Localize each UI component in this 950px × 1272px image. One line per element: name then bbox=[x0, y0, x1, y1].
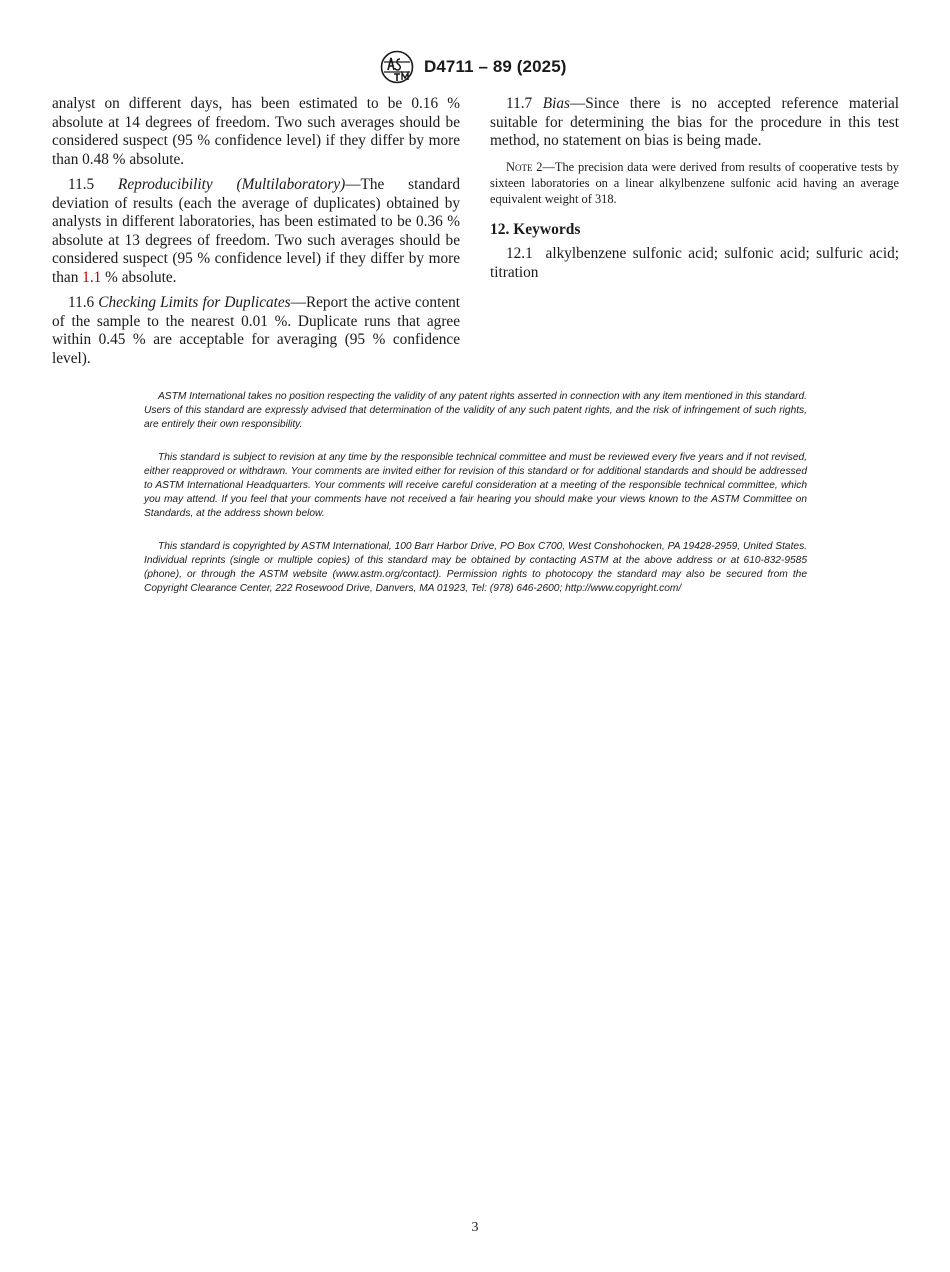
note-text: —The precision data were derived from results of cooperative tests by sixteen laboratories on a linear alkylbenzene sulfonic acid having an average equivalent weight of 318. bbox=[490, 159, 899, 206]
paragraph-11-5 bbox=[52, 176, 460, 287]
section-number: 11.7 bbox=[506, 95, 533, 112]
page-header bbox=[0, 50, 950, 86]
section-title: Checking Limits for Duplicates bbox=[98, 294, 291, 311]
section-title: Reproducibility (Multilaboratory) bbox=[118, 176, 346, 193]
section-number: 11.6 bbox=[68, 294, 95, 311]
paragraph-text: % absolute. bbox=[101, 268, 177, 286]
patent-notice bbox=[144, 390, 807, 432]
note-label: Note 2 bbox=[506, 159, 543, 174]
copyright-notice bbox=[144, 540, 807, 596]
page-number: 3 bbox=[471, 1220, 479, 1235]
revision-notice bbox=[144, 451, 807, 521]
standard-designation: D4711 – 89 (2025) bbox=[424, 57, 567, 76]
paragraph-11-4-continued: analyst on different days, has been estimated to be 0.16 % absolute at 14 degrees of freedom. Two such averages should be considered suspect (95 % confidence level) if they differ by more than 0.48 % absolute. bbox=[52, 95, 460, 168]
paragraph-11-6 bbox=[52, 294, 460, 368]
copyright-notice-text: This standard is copyrighted by ASTM International, 100 Barr Harbor Drive, PO Box C700, West Conshohocken, PA 19428-2959, United States. Individual reprints (single or multiple copies) of this standard may be obtained by contacting ASTM at the above address or at 610-832-9585 (phone), or through the ASTM website (www.astm.org/contact). Permission rights to photocopy the standard may also be secured from the Copyright Clearance Center, 222 Rosewood Drive, Danvers, MA 01923, Tel: (978) 646-2600; http://www.copyright.com/ bbox=[144, 541, 807, 594]
patent-notice-text: ASTM International takes no position respecting the validity of any patent rights asserted in connection with any item mentioned in this standard. Users of this standard are expressly advised that determination of the validity of any such patent rights, and the risk of infringement of such rights, are entirely their own responsibility. bbox=[144, 391, 807, 430]
paragraph-11-7 bbox=[490, 95, 899, 151]
section-number: 11.5 bbox=[68, 176, 95, 193]
section-number: 12.1 bbox=[506, 245, 533, 262]
section-title: Bias bbox=[542, 95, 570, 112]
revision-notice-text: This standard is subject to revision at any time by the responsible technical committee and must be reviewed every five years and if not revised, either reapproved or withdrawn. Your comments are invited either for revision of this standard or for additional standards and should be addressed to ASTM International Headquarters. Your comments will receive careful consideration at a meeting of the responsible technical committee, which you may attend. If you feel that your comments have not received a fair hearing you should make your views known to the ASTM Committee on Standards, at the address shown below. bbox=[144, 452, 807, 519]
paragraph-12-1 bbox=[490, 245, 899, 282]
note-2 bbox=[490, 159, 899, 207]
paragraph-text: —Report the active content of the sample to the nearest 0.01 %. Duplicate runs that agree within 0.45 % are acceptable for averaging (95 % confidence level). bbox=[52, 294, 461, 367]
section-heading-keywords: 12. Keywords bbox=[490, 220, 581, 238]
left-column bbox=[52, 95, 460, 375]
paragraph-text: alkylbenzene sulfonic acid; sulfonic acid; sulfuric acid; titration bbox=[490, 245, 899, 281]
paragraph-text: —The standard deviation of results (each the average of duplicates) obtained by analysts in different laboratories, has been estimated to be 0.36 % absolute at 13 degrees of freedom. Two such averages should be considered suspect (95 % confidence level) if they differ by more than bbox=[52, 176, 460, 286]
astm-logo-icon bbox=[380, 50, 414, 84]
reference-link[interactable]: 1.1 bbox=[82, 268, 102, 286]
right-column bbox=[490, 95, 899, 289]
paragraph-text: —Since there is no accepted reference material suitable for determining the bias for the procedure in this test method, no statement on bias is being made. bbox=[490, 95, 900, 149]
